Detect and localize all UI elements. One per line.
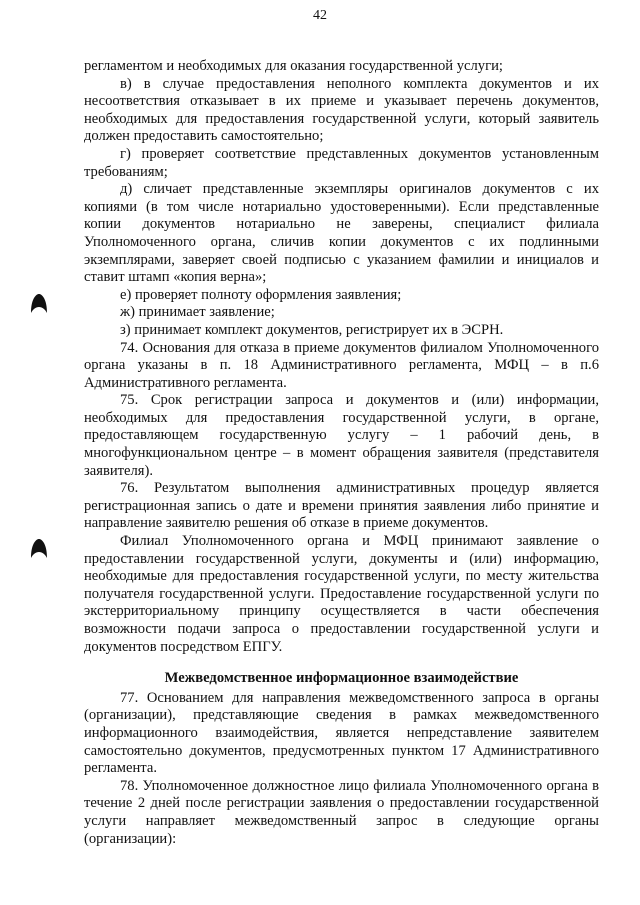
paragraph: е) проверяет полноту оформления заявления; — [120, 286, 402, 303]
paragraph: ж) принимает заявление; — [120, 304, 275, 321]
paragraph: 78. Уполномоченное должностное лицо филиала Уполномоченного органа в течение 2 дней после регистрации заявления о предоставлении государственной услуги направляет межведомственный запрос в следующие органы (организации): — [84, 777, 599, 847]
page-number: 42 — [313, 8, 327, 23]
paragraph: з) принимает комплект документов, регистрирует их в ЭСРН. — [120, 321, 504, 338]
paragraph: 77. Основанием для направления межведомственного запроса в органы (организации), представляющие сведения в рамках межведомственного информационного взаимодействия, является непредставление заявителем самостоятельно документов, предусмотренных пунктом 17 Административного регламента. — [84, 689, 599, 777]
punch-hole-mark — [30, 293, 48, 315]
paragraph: 76. Результатом выполнения административных процедур является регистрационная запись о дате и времени принятия заявления либо принятие и направление заявителю решения об отказе в приеме документов. — [84, 480, 599, 532]
paragraph: д) сличает представленные экземпляры оригиналов документов с их копиями (в том числе нотариально удостоверенными). Если представленные копии документов нотариально не заверены, специалист филиала Уполномоченного органа, сличив копии документов с их подлинными экземплярами, заверяет своей подписью с указанием фамилии и инициалов и ставит штамп «копия верна»; — [84, 181, 599, 286]
punch-hole-mark — [30, 538, 48, 560]
paragraph: Филиал Уполномоченного органа и МФЦ принимают заявление о предоставлении государственной услуги, документы и (или) информацию, необходимые для предоставления государственной услуги, по месту жительства получателя государственной услуги. Предоставление государственной услуги по экстерриториальному принципу осуществляется в части обеспечения возможности подачи запроса о предоставлении государственной услуги и документов посредством ЕПГУ. — [84, 533, 599, 655]
document-body — [84, 58, 599, 848]
section-heading: Межведомственное информационное взаимодействие — [164, 670, 519, 687]
paragraph: 74. Основания для отказа в приеме документов филиалом Уполномоченного органа указаны в п. 18 Административного регламента, МФЦ – в п.6 Административного регламента. — [84, 339, 599, 391]
paragraph: 75. Срок регистрации запроса и документов и (или) информации, необходимых для предоставления государственной услуги, в органе, предоставляющем государственную услугу – 1 рабочий день, в многофункциональном центре – в момент обращения заявителя (представителя заявителя). — [84, 392, 599, 479]
paragraph: г) проверяет соответствие представленных документов установленным требованиям; — [84, 145, 599, 180]
paragraph: в) в случае предоставления неполного комплекта документов и их несоответствия отказывает в их приеме и указывает перечень документов, необходимых для предоставления государственной услуги, который заявитель должен предоставить самостоятельно; — [84, 75, 599, 145]
paragraph: регламентом и необходимых для оказания государственной услуги; — [84, 58, 503, 74]
